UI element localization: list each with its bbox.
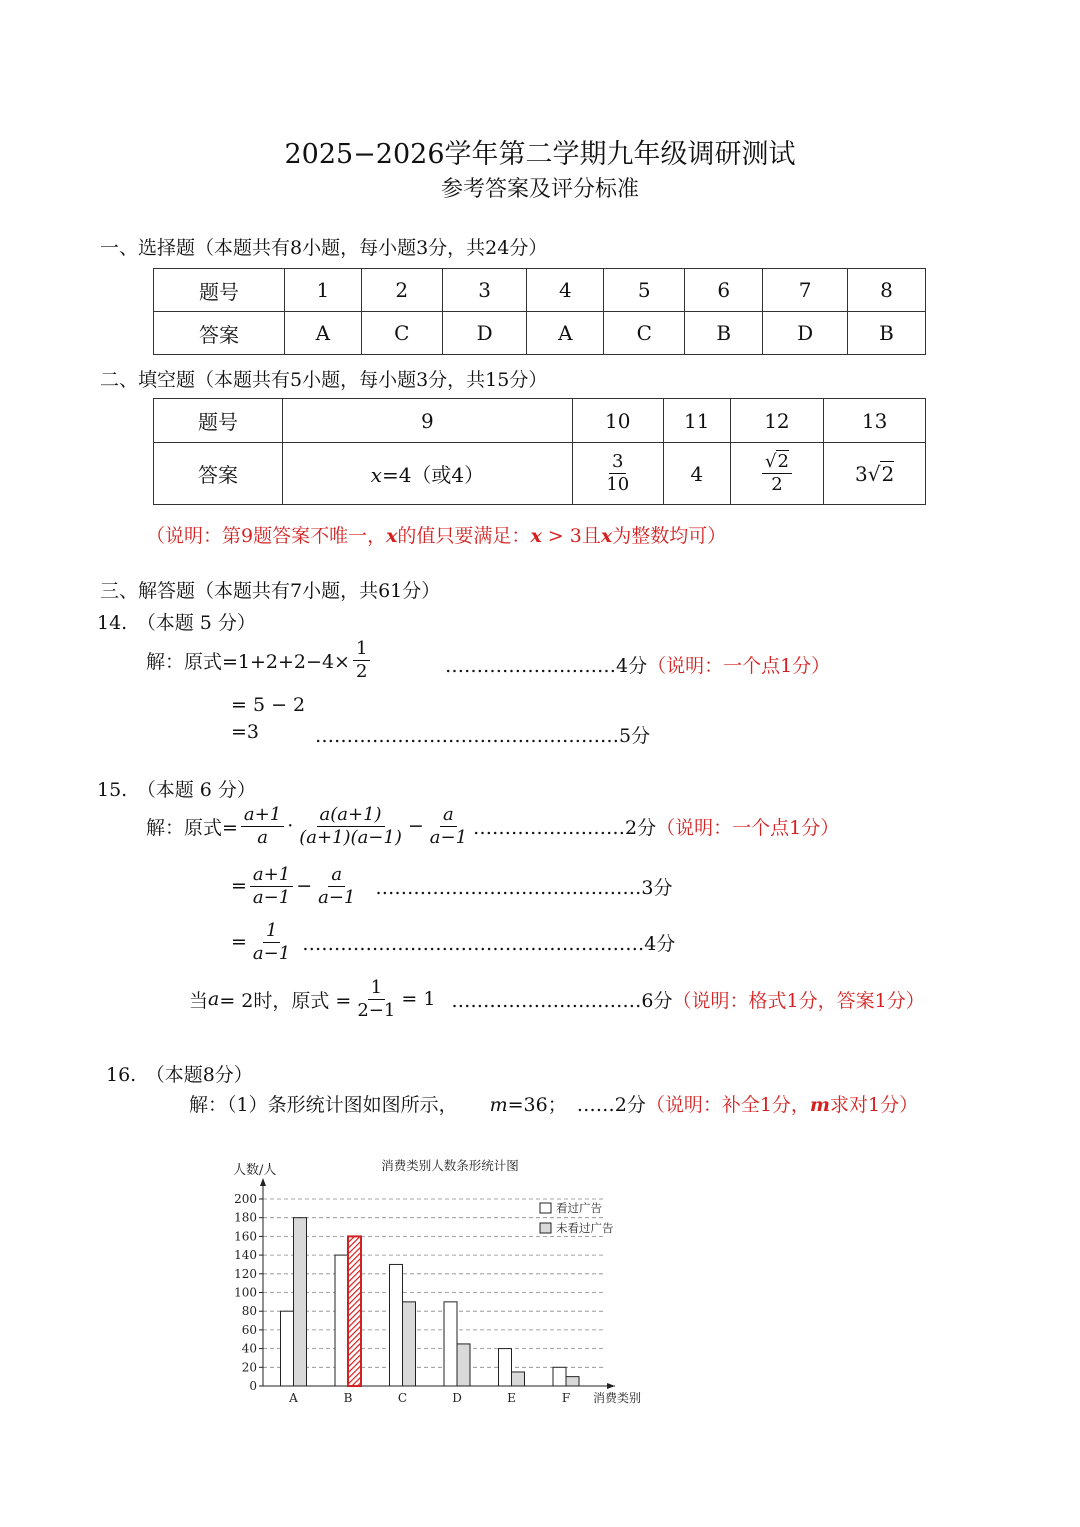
q16-line1: 解：（1）条形统计图如图所示， m=36； ……2分（说明：补全1分，m求对1分） <box>189 1094 919 1116</box>
legend-label: 看过广告 <box>556 1201 602 1215</box>
bar-seen-ad <box>553 1367 566 1386</box>
a-cell: A <box>285 312 362 355</box>
q-cell: 12 <box>730 399 824 443</box>
y-tick-label: 20 <box>241 1360 257 1375</box>
answer-11: 4 <box>663 443 730 505</box>
page-subtitle: 参考答案及评分标准 <box>440 177 639 202</box>
bar-not-seen-ad <box>457 1344 470 1386</box>
x-tick-label: D <box>452 1391 462 1405</box>
q15-line1: 解：原式= $\frac{a+1}{a}$ · $\frac{a(a+1)}{(a+1)(a-1)}$ − $\frac{a}{a-1}$ ……………………2分 （说明：一个点1分） <box>146 804 840 848</box>
q-cell: 8 <box>847 269 925 312</box>
page-title: 2025−2026学年第二学期九年级调研测试 <box>284 139 796 170</box>
answer-10: $\frac{3}{10}$ <box>572 443 663 505</box>
q-cell: 7 <box>763 269 848 312</box>
section2-heading: 二、填空题（本题共有5小题，每小题3分，共15分） <box>100 369 548 391</box>
q14-line3-score: …………………………………………5分 <box>315 725 651 747</box>
x-tick-label: E <box>507 1391 516 1405</box>
x-axis-arrow <box>607 1383 615 1389</box>
q-cell: 4 <box>527 269 604 312</box>
a-cell: B <box>847 312 925 355</box>
q-cell: 6 <box>685 269 763 312</box>
row-label-a: 答案 <box>154 443 283 505</box>
chart-title: 消费类别人数条形统计图 <box>381 1158 519 1173</box>
bar-seen-ad <box>281 1311 294 1386</box>
a-cell: D <box>763 312 848 355</box>
section3-heading: 三、解答题（本题共有7小题，共61分） <box>100 580 441 602</box>
legend-swatch <box>540 1223 551 1233</box>
bar-not-seen-ad <box>566 1377 579 1386</box>
q14-line1-score: ………………………4分（说明：一个点1分） <box>445 655 831 677</box>
bar-highlighted <box>348 1236 361 1386</box>
y-tick-label: 140 <box>234 1248 257 1263</box>
bar-seen-ad <box>390 1264 403 1386</box>
q-cell: 13 <box>824 399 926 443</box>
y-axis-arrow <box>260 1178 266 1186</box>
a-cell: C <box>604 312 685 355</box>
q15-line2: = $\frac{a+1}{a-1}$ − $\frac{a}{a-1}$ ……………………………………3分 <box>231 864 673 908</box>
bar-seen-ad <box>444 1302 457 1386</box>
a-cell: A <box>527 312 604 355</box>
answer-9: x=4（或4） <box>283 443 573 505</box>
row-label-q: 题号 <box>154 399 283 443</box>
x-tick-label: F <box>561 1391 571 1405</box>
y-tick-label: 180 <box>234 1210 257 1225</box>
q-cell: 5 <box>604 269 685 312</box>
q-cell: 1 <box>285 269 362 312</box>
q14-label: 14. （本题 5 分） <box>97 612 256 634</box>
q-cell: 9 <box>283 399 573 443</box>
q-cell: 10 <box>572 399 663 443</box>
y-axis-label: 人数/人 <box>233 1163 277 1178</box>
legend-swatch <box>540 1203 551 1213</box>
legend-label: 未看过广告 <box>556 1221 614 1235</box>
choice-answer-table <box>153 268 926 355</box>
q14-line2: = 5 − 2 <box>231 694 306 716</box>
q15-line4: 当 a = 2时，原式 = $\frac{1}{2-1}$ = 1 …………………………6分 （说明：格式1分，答案1分） <box>189 977 925 1021</box>
bar-not-seen-ad <box>294 1218 307 1386</box>
y-tick-label: 100 <box>234 1285 257 1300</box>
y-tick-label: 40 <box>241 1341 257 1356</box>
q15-label: 15. （本题 6 分） <box>97 779 256 801</box>
note-q9: （说明：第9题答案不唯一，x的值只要满足：x > 3且x为整数均可） <box>146 525 727 547</box>
fill-answer-table <box>153 398 926 505</box>
x-tick-label: B <box>343 1391 353 1405</box>
a-cell: B <box>685 312 763 355</box>
q-cell: 2 <box>361 269 442 312</box>
y-tick-label: 200 <box>234 1192 257 1206</box>
y-tick-label: 60 <box>241 1322 257 1337</box>
answer-12: $\frac{√2}{2}$ <box>730 443 824 505</box>
y-tick-label: 160 <box>234 1229 257 1244</box>
q15-line3: = $\frac{1}{a-1}$ ………………………………………………4分 <box>231 920 676 964</box>
bar-chart <box>225 1150 670 1415</box>
answer-13: 3√2 <box>824 443 926 505</box>
q14-line1: 解：原式=1+2+2−4× $\frac{1}{2}$ <box>146 638 373 682</box>
section1-heading: 一、选择题（本题共有8小题，每小题3分，共24分） <box>100 237 548 259</box>
bar-seen-ad <box>499 1349 512 1386</box>
q14-line3: =3 <box>231 721 260 743</box>
y-tick-label: 120 <box>234 1266 257 1281</box>
y-tick-label: 80 <box>241 1304 257 1319</box>
y-tick-label: 0 <box>249 1379 257 1393</box>
row-label-a: 答案 <box>154 312 285 355</box>
q-cell: 3 <box>442 269 527 312</box>
x-tick-label: C <box>397 1391 408 1405</box>
q16-label: 16. （本题8分） <box>106 1064 253 1086</box>
q-cell: 11 <box>663 399 730 443</box>
bar-seen-ad <box>335 1255 348 1386</box>
a-cell: D <box>442 312 527 355</box>
bar-not-seen-ad <box>403 1302 416 1386</box>
x-axis-label: 消费类别 <box>593 1391 642 1405</box>
bar-not-seen-ad <box>512 1372 525 1386</box>
x-tick-label: A <box>289 1391 298 1405</box>
a-cell: C <box>361 312 442 355</box>
row-label-q: 题号 <box>154 269 285 312</box>
